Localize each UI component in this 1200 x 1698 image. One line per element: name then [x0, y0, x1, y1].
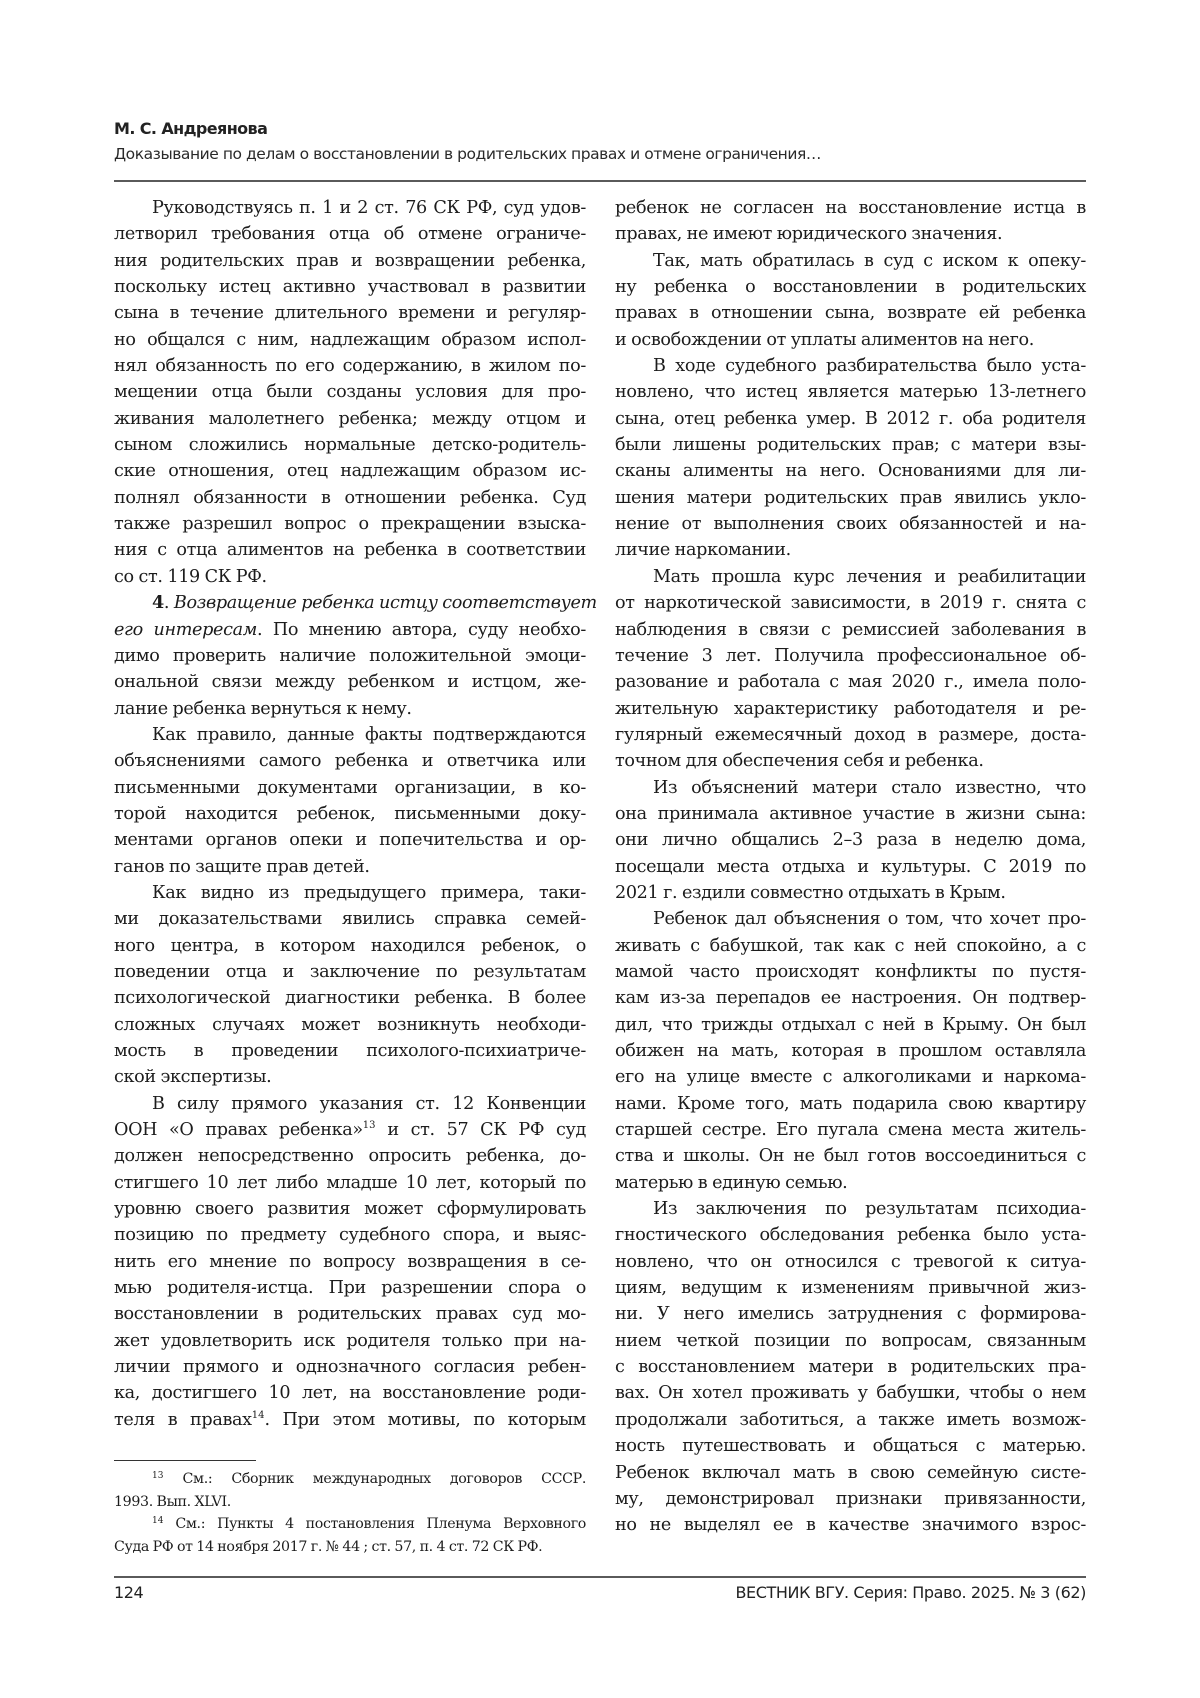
text-run: См.: Пункты 4 постановления Пленума Верховного: [163, 1516, 586, 1532]
text-line: [615, 1117, 1086, 1143]
text-run: В ходе судебного разбирательства было уста-: [653, 356, 1086, 377]
text-run: живать с бабушкой, так как с ней спокойно, а с: [615, 935, 1086, 956]
text-run: гностического обследования ребенка было уста-: [615, 1225, 1086, 1246]
text-run: также разрешил вопрос о прекращении взыска-: [114, 514, 586, 535]
text-line: [114, 274, 586, 300]
text-line: [615, 1380, 1086, 1406]
text-run: См.: Сборник международных договоров СССР.: [163, 1471, 586, 1487]
text-line: [615, 669, 1086, 695]
text-line: [114, 1064, 586, 1090]
text-line: [114, 722, 586, 748]
text-run: старшей сестре. Его пугала смена места житель-: [615, 1120, 1086, 1141]
text-line: [114, 1249, 586, 1275]
text-run: дил, что трижды отдыхал с ней в Крыму. Он был: [615, 1014, 1086, 1035]
text-line: [114, 1091, 586, 1117]
text-run: жительную характеристику работодателя и ре-: [615, 698, 1086, 719]
text-line: [114, 379, 586, 405]
article-title: Доказывание по делам о восстановлении в родительских правах и отмене ограничения…: [114, 145, 821, 163]
text-run: ской экспертизы.: [114, 1067, 272, 1088]
text-line: [615, 564, 1086, 590]
text-line: [615, 274, 1086, 300]
text-line: [615, 854, 1086, 880]
text-run: полнял обязанности в отношении ребенка. Суд: [114, 487, 586, 508]
text-line: [114, 1354, 586, 1380]
text-line: [114, 1196, 586, 1222]
text-line: [615, 1143, 1086, 1169]
text-run: стигшего 10 лет либо младше 10 лет, который по: [114, 1172, 586, 1193]
text-run: Из объяснений матери стало известно, что: [653, 777, 1086, 798]
text-line: [615, 748, 1086, 774]
text-run: письменными документами организации, в ко-: [114, 777, 586, 798]
footnote-line: [114, 1491, 586, 1514]
author-name: М. С. Андреянова: [114, 119, 268, 138]
text-line: [615, 1301, 1086, 1327]
text-line: [114, 1301, 586, 1327]
text-run: димо проверить наличие положительной эмоци-: [114, 645, 586, 666]
text-line: [114, 933, 586, 959]
text-run: новлено, что истец является матерью 13-летнего: [615, 382, 1086, 403]
text-line: [615, 590, 1086, 616]
text-line: [615, 1170, 1086, 1196]
text-line: [114, 1170, 586, 1196]
text-run: ка, достигшего 10 лет, на восстановление роди-: [114, 1383, 586, 1404]
text-run: ганов по защите прав детей.: [114, 856, 370, 877]
text-run: она принимала активное участие в жизни сына:: [615, 803, 1086, 824]
text-run: поведении отца и заключение по результатам: [114, 961, 586, 982]
text-run: ного центра, в котором находился ребенок, о: [114, 935, 586, 956]
text-run: матерью в единую семью.: [615, 1172, 848, 1193]
text-run: му, демонстрировал признаки привязанности,: [615, 1488, 1086, 1509]
text-line: [615, 1512, 1086, 1538]
text-run: ну ребенка о восстановлении в родительских: [615, 277, 1086, 298]
text-line: [615, 985, 1086, 1011]
text-run: мость в проведении психолого-психиатриче-: [114, 1041, 586, 1061]
text-line: [114, 801, 586, 827]
text-line: [615, 353, 1086, 379]
footnote-ref[interactable]: 14: [251, 1409, 265, 1421]
text-run: должен непосредственно опросить ребенка, до-: [114, 1146, 586, 1167]
text-line: [114, 195, 586, 221]
text-line: [615, 906, 1086, 932]
text-line: [615, 537, 1086, 563]
text-run: продолжали заботиться, а также иметь возмож-: [615, 1409, 1086, 1430]
text-line: [114, 248, 586, 274]
text-line: [114, 854, 586, 880]
text-line: [615, 511, 1086, 537]
text-line: [615, 221, 1086, 247]
text-run: . При этом мотивы, по которым: [264, 1409, 586, 1430]
footnote-line: [114, 1468, 586, 1491]
text-run: и освобождении от уплаты алиментов на него.: [615, 329, 1034, 350]
text-run: ства и школы. Он не был готов воссоединиться с: [615, 1146, 1086, 1167]
text-run: но общался с ним, надлежащим образом испол-: [114, 329, 586, 350]
text-run: психологической диагностики ребенка. В более: [114, 988, 586, 1009]
text-line: [615, 880, 1086, 906]
text-line: [114, 696, 586, 722]
footnote-line: [114, 1513, 586, 1536]
left-column: [114, 195, 597, 1433]
text-run: вах. Он хотел проживать у бабушки, чтобы о нем: [615, 1383, 1086, 1404]
text-run: мещении отца были созданы условия для про-: [114, 382, 586, 403]
text-run: теля в правах: [114, 1409, 252, 1430]
footnote-divider: [114, 1460, 256, 1461]
text-run: ми доказательствами явились справка семей-: [114, 909, 586, 930]
text-run: сыном сложились нормальные детско-родитель-: [114, 435, 586, 456]
text-run: ские отношения, отец надлежащим образом ис-: [114, 461, 586, 482]
text-line: [114, 590, 597, 616]
right-column: [615, 195, 1086, 1539]
text-run: жет удовлетворить иск родителя только при на-: [114, 1330, 586, 1351]
text-line: [114, 564, 586, 590]
text-line: [615, 933, 1086, 959]
text-line: [615, 617, 1086, 643]
text-line: [615, 827, 1086, 853]
text-run: Как правило, данные факты подтверждаются: [152, 724, 586, 745]
text-line: [615, 1354, 1086, 1380]
text-run: мью родителя-истца. При разрешении спора о: [114, 1278, 586, 1299]
text-run: ния родительских прав и возвращении ребенка,: [114, 250, 586, 271]
text-run: Как видно из предыдущего примера, таки-: [152, 882, 586, 903]
text-line: [615, 1012, 1086, 1038]
text-line: [114, 775, 586, 801]
text-run: сканы алименты на него. Основаниями для ли-: [615, 461, 1086, 482]
text-run: живания малолетнего ребенка; между отцом и: [114, 408, 586, 429]
text-line: [114, 906, 586, 932]
text-line: [615, 1038, 1086, 1064]
text-line: [114, 1407, 586, 1433]
text-line: [615, 696, 1086, 722]
text-run: Суда РФ от 14 ноября 2017 г. № 44 ; ст. 57, п. 4 ст. 72 СК РФ.: [114, 1538, 543, 1555]
text-run: ность путешествовать и общаться с матерью.: [615, 1436, 1086, 1457]
text-line: [114, 748, 586, 774]
text-line: [114, 458, 586, 484]
text-line: [114, 827, 586, 853]
text-run: ния с отца алиментов на ребенка в соответствии: [114, 540, 586, 561]
footnote-ref[interactable]: 13: [152, 1471, 164, 1481]
text-run: Руководствуясь п. 1 и 2 ст. 76 СК РФ, суд удов-: [152, 198, 586, 218]
text-line: [615, 1091, 1086, 1117]
text-line: [615, 379, 1086, 405]
text-line: [114, 511, 586, 537]
text-run: . По мнению автора, суду необхо-: [256, 619, 587, 640]
text-run: нял обязанность по его содержанию, в жилом по-: [114, 356, 586, 377]
text-run: с восстановлением матери в родительских пра-: [615, 1357, 1086, 1378]
text-run: шения матери родительских прав явились укло-: [615, 487, 1086, 508]
text-line: [114, 353, 586, 379]
text-run: восстановлении в родительских правах суд мо-: [114, 1304, 586, 1325]
text-run: наблюдения в связи с ремиссией заболевания в: [615, 619, 1086, 640]
text-line: [114, 221, 586, 247]
text-run: мамой часто происходят конфликты по пустя-: [615, 961, 1086, 982]
text-run: .: [163, 593, 174, 614]
text-run: личии прямого и однозначного согласия ребен-: [114, 1357, 586, 1378]
text-run: сложных случаях может возникнуть необходи-: [114, 1014, 586, 1035]
text-run: кам из-за перепадов ее настроения. Он подтвер-: [615, 988, 1086, 1009]
text-run: и ст. 57 СК РФ суд: [375, 1120, 587, 1141]
text-run: посещали места отдыха и культуры. С 2019 по: [615, 856, 1086, 877]
text-run: его интересам: [114, 619, 257, 640]
text-run: Возвращение ребенка истцу соответствует: [173, 593, 597, 614]
text-line: [114, 537, 586, 563]
text-run: 1993. Вып. XLVI.: [114, 1493, 231, 1510]
journal-citation: ВЕСТНИК ВГУ. Серия: Право. 2025. № 3 (62): [735, 1583, 1086, 1602]
text-run: течение 3 лет. Получила профессиональное об-: [615, 645, 1086, 666]
text-run: точном для обеспечения себя и ребенка.: [615, 751, 984, 772]
text-run: лание ребенка вернуться к нему.: [114, 698, 412, 719]
text-line: [615, 722, 1086, 748]
text-line: [114, 485, 586, 511]
text-run: В силу прямого указания ст. 12 Конвенции: [152, 1093, 586, 1114]
text-run: гулярный ежемесячный доход в размере, доста-: [615, 724, 1086, 745]
text-run: сына, отец ребенка умер. В 2012 г. оба родителя: [615, 408, 1086, 429]
text-line: [615, 300, 1086, 326]
footer-divider: [114, 1576, 1086, 1578]
page-number: 124: [114, 1583, 144, 1602]
text-line: [114, 1038, 586, 1064]
header-divider: [114, 180, 1086, 182]
text-run: но не выделял ее в качестве значимого взрос-: [615, 1515, 1086, 1536]
text-line: [615, 1460, 1086, 1486]
text-line: [114, 1328, 586, 1354]
text-run: Из заключения по результатам психодиа-: [653, 1199, 1086, 1220]
text-line: [114, 985, 586, 1011]
text-line: [114, 669, 586, 695]
text-run: нить его мнение по вопросу возвращения в се-: [114, 1251, 586, 1272]
footnotes: [114, 1468, 586, 1558]
footnote-ref[interactable]: 13: [362, 1120, 376, 1132]
text-line: [615, 1486, 1086, 1512]
text-line: [615, 432, 1086, 458]
text-run: Мать прошла курс лечения и реабилитации: [653, 566, 1086, 587]
text-line: [615, 458, 1086, 484]
text-run: от наркотической зависимости, в 2019 г. снята с: [615, 593, 1086, 614]
text-line: [615, 195, 1086, 221]
text-run: обижен на мать, которая в прошлом оставляла: [615, 1041, 1086, 1061]
text-line: [114, 1380, 586, 1406]
text-line: [615, 248, 1086, 274]
text-run: нием четкой позиции по вопросам, связанным: [615, 1330, 1086, 1351]
text-line: [615, 406, 1086, 432]
text-line: [114, 406, 586, 432]
text-line: [615, 801, 1086, 827]
text-run: нами. Кроме того, мать подарила свою квартиру: [615, 1093, 1086, 1114]
text-line: [615, 959, 1086, 985]
text-run: ни. У него имелись затруднения с формирова-: [615, 1304, 1086, 1325]
text-line: [615, 485, 1086, 511]
text-run: разование и работала с мая 2020 г., имела поло-: [615, 672, 1086, 693]
text-run: ребенок не согласен на восстановление истца в: [615, 198, 1086, 218]
text-line: [114, 617, 586, 643]
text-run: летворил требования отца об отмене ограниче-: [114, 224, 586, 245]
footnote-line: [114, 1536, 586, 1559]
text-line: [114, 1012, 586, 1038]
text-run: торой находится ребенок, письменными доку-: [114, 803, 586, 824]
text-run: нение от выполнения своих обязанностей и на-: [615, 514, 1086, 535]
text-run: со ст. 119 СК РФ.: [114, 566, 267, 587]
text-line: [615, 1249, 1086, 1275]
text-run: правах в отношении сына, возврате ей ребенка: [615, 303, 1086, 324]
text-line: [114, 300, 586, 326]
text-run: 2021 г. ездили совместно отдыхать в Крым.: [615, 882, 1006, 903]
text-line: [615, 1328, 1086, 1354]
text-run: ональной связи между ребенком и истцом, же-: [114, 672, 586, 693]
text-run: были лишены родительских прав; с матери взы-: [615, 435, 1086, 456]
text-run: ментами органов опеки и попечительства и ор-: [114, 830, 586, 851]
text-line: [615, 1407, 1086, 1433]
text-line: [615, 327, 1086, 353]
text-run: 4: [152, 592, 164, 614]
text-run: они лично общались 2–3 раза в неделю дома,: [615, 830, 1086, 851]
text-run: уровню своего развития может сформулировать: [114, 1199, 586, 1220]
text-line: [114, 959, 586, 985]
text-line: [114, 1143, 586, 1169]
text-line: [114, 643, 586, 669]
text-line: [615, 1064, 1086, 1090]
footnote-ref[interactable]: 14: [152, 1516, 164, 1526]
text-run: сына в течение длительного времени и регуляр-: [114, 303, 586, 324]
text-line: [114, 880, 586, 906]
text-run: ООН «О правах ребенка»: [114, 1120, 363, 1141]
text-line: [615, 775, 1086, 801]
text-run: поскольку истец активно участвовал в развитии: [114, 277, 586, 298]
text-run: объяснениями самого ребенка и ответчика или: [114, 751, 586, 772]
text-run: новлено, что он относился с тревогой к ситуа-: [615, 1251, 1086, 1272]
text-line: [114, 1275, 586, 1301]
text-line: [615, 1433, 1086, 1459]
text-run: Так, мать обратилась в суд с иском к опеку-: [653, 250, 1086, 271]
text-run: Ребенок включал мать в свою семейную систе-: [615, 1462, 1086, 1483]
text-line: [114, 327, 586, 353]
text-line: [615, 1222, 1086, 1248]
text-run: личие наркомании.: [615, 540, 791, 561]
text-run: Ребенок дал объяснения о том, что хочет про-: [653, 909, 1086, 930]
text-run: его на улице вместе с алкоголиками и наркома-: [615, 1067, 1086, 1088]
text-run: позицию по предмету судебного спора, и выяс-: [114, 1225, 586, 1246]
text-run: циям, ведущим к изменениям привычной жиз-: [615, 1278, 1086, 1299]
text-line: [615, 1275, 1086, 1301]
text-line: [114, 1222, 586, 1248]
running-head: [114, 117, 1086, 167]
text-line: [114, 1117, 586, 1143]
text-line: [615, 1196, 1086, 1222]
text-line: [114, 432, 586, 458]
text-line: [615, 643, 1086, 669]
text-run: правах, не имеют юридического значения.: [615, 224, 1003, 245]
